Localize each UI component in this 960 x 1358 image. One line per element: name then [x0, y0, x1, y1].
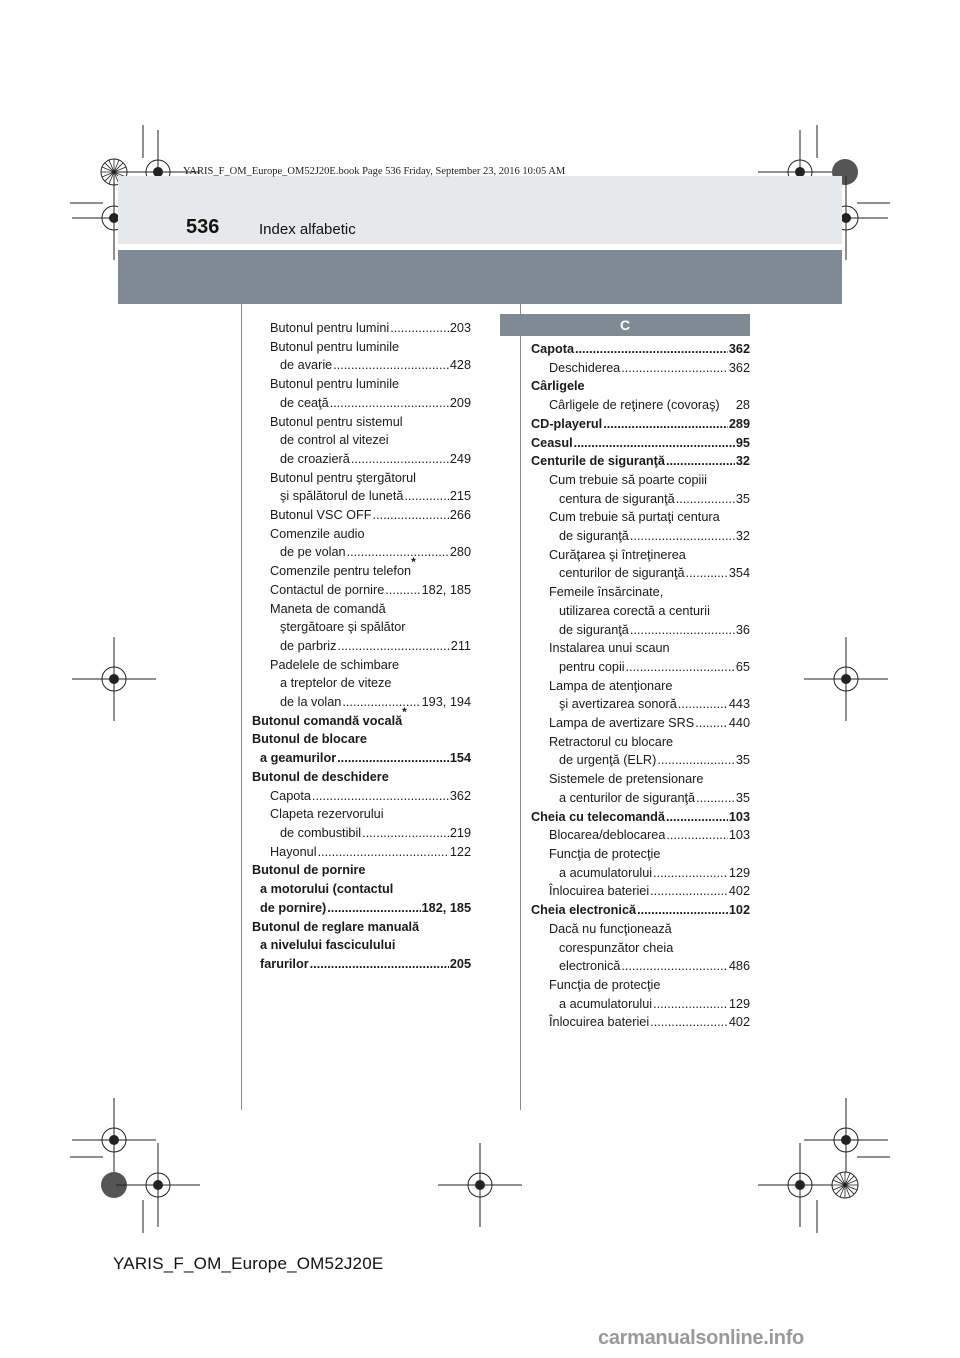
index-entry [252, 824, 471, 843]
index-entry-text: Butonul pentru ştergătorul [270, 470, 416, 485]
index-entry [252, 955, 471, 974]
index-entry [531, 527, 750, 546]
index-entry-text: a acumulatorului [559, 996, 653, 1011]
index-entry [252, 861, 471, 880]
index-entry [531, 733, 750, 752]
dot-leader [342, 693, 420, 712]
index-entry-text: Butonul comandă vocală [252, 713, 403, 728]
index-entry [252, 768, 471, 787]
index-entry-page: 289 [728, 416, 750, 431]
column-divider-left [241, 304, 242, 1110]
dot-leader [318, 843, 449, 862]
dot-leader [696, 789, 735, 808]
index-entry [531, 845, 750, 864]
index-entry-page: 103 [728, 809, 750, 824]
index-entry [252, 899, 471, 918]
index-entry-text: Butonul pentru sistemul [270, 414, 403, 429]
index-entry [531, 920, 750, 939]
index-entry [252, 525, 471, 544]
dot-leader [650, 882, 728, 901]
index-entry [252, 880, 471, 899]
book-info-line: YARIS_F_OM_Europe_OM52J20E.book Page 536 Friday, September 23, 2016 10:05 AM [183, 166, 566, 177]
index-entry-page: 129 [728, 865, 750, 880]
index-entry [531, 471, 750, 490]
index-entry-page: 182, 185 [421, 900, 471, 915]
index-entry-text: de avarie [280, 358, 333, 373]
dot-leader [653, 995, 728, 1014]
index-entry [252, 375, 471, 394]
index-entry [531, 583, 750, 602]
index-entry [252, 394, 471, 413]
dot-leader [337, 637, 449, 656]
dot-leader [695, 714, 728, 733]
dot-leader [337, 749, 449, 768]
index-entry-text: a motorului (contactul [260, 882, 394, 897]
index-entry-page: 402 [728, 1015, 750, 1030]
index-entry-text: Retractorul cu blocare [549, 734, 674, 749]
index-entry-text: Înlocuirea bateriei [549, 884, 650, 899]
index-entry-page: 402 [728, 884, 750, 899]
index-entry-text: electronică [559, 959, 621, 974]
index-entry-page: 249 [449, 451, 471, 466]
index-entry [531, 546, 750, 565]
index-entry-text: Butonul pentru luminile [270, 339, 400, 354]
dot-leader [312, 787, 449, 806]
index-entry [252, 704, 471, 731]
index-entry [252, 674, 471, 693]
index-entry-text: farurilor [260, 956, 309, 971]
index-entry-text: Contactul de pornire [270, 582, 385, 597]
index-entry [531, 602, 750, 621]
index-entry-page: 102 [728, 903, 750, 918]
dot-leader [404, 487, 448, 506]
index-entry [252, 413, 471, 432]
header-dark-band [118, 250, 842, 304]
index-entry [252, 637, 471, 656]
index-entry [531, 751, 750, 770]
index-entry [531, 1013, 750, 1032]
index-entry [252, 749, 471, 768]
dot-leader [666, 826, 727, 845]
index-entry-page: 103 [728, 828, 750, 843]
index-entry-text: Cârligele de reţinere (covoraş) [549, 398, 720, 413]
dot-leader [327, 899, 420, 918]
index-entry-page: 154 [449, 751, 471, 766]
dot-leader [347, 543, 449, 562]
dot-leader [362, 824, 449, 843]
asterisk-icon: * [411, 555, 416, 570]
index-entry [252, 787, 471, 806]
index-entry [531, 396, 750, 415]
index-entry [531, 621, 750, 640]
index-entry [531, 770, 750, 789]
dot-leader [657, 751, 735, 770]
index-entry-text: Lampa de atenţionare [549, 678, 673, 693]
index-entry-text: Blocarea/deblocarea [549, 828, 666, 843]
index-entry [531, 639, 750, 658]
index-entry-text: de pornire) [260, 900, 327, 915]
index-entry [252, 543, 471, 562]
index-entry-text: Padelele de schimbare [270, 657, 400, 672]
dot-leader [650, 1013, 728, 1032]
index-entry-text: Sistemele de pretensionare [549, 772, 704, 787]
index-entry [531, 377, 750, 396]
index-entry-page: 35 [735, 753, 750, 768]
index-column-right [531, 340, 750, 1032]
index-entry-text: de croazieră [280, 451, 350, 466]
index-entry [252, 356, 471, 375]
index-entry-text: CD-playerul [531, 416, 603, 431]
index-entry-text: Centurile de siguranţă [531, 454, 665, 469]
index-entry-page: 362 [449, 788, 471, 803]
index-entry [252, 319, 471, 338]
index-entry-page: 486 [728, 959, 750, 974]
index-entry-text: corespunzător cheia [559, 940, 674, 955]
index-entry [531, 901, 750, 920]
index-entry-page: 129 [728, 996, 750, 1011]
index-entry-text: de la volan [280, 695, 342, 710]
index-entry-text: Butonul pentru luminile [270, 377, 400, 392]
index-entry [531, 677, 750, 696]
index-entry-page: 32 [735, 454, 750, 469]
dot-leader [630, 621, 735, 640]
index-entry [252, 469, 471, 488]
index-column-left [252, 319, 471, 974]
index-entry-page: 122 [449, 844, 471, 859]
index-entry-page: 36 [735, 622, 750, 637]
index-entry [252, 600, 471, 619]
index-entry-text: de ceaţă [280, 395, 329, 410]
footer-document-code: YARIS_F_OM_Europe_OM52J20E [113, 1254, 384, 1273]
dot-leader [678, 695, 728, 714]
index-entry-text: de urgenţă (ELR) [559, 753, 657, 768]
dot-leader [385, 581, 420, 600]
index-entry-text: de parbriz [280, 638, 337, 653]
index-entry-text: Dacă nu funcţionează [549, 921, 672, 936]
index-entry [531, 658, 750, 677]
dot-leader [666, 808, 728, 827]
index-entry [252, 450, 471, 469]
index-entry [531, 490, 750, 509]
index-entry [252, 338, 471, 357]
index-entry-text: Capota [531, 342, 574, 356]
index-entry [531, 508, 750, 527]
index-entry-text: de combustibil [280, 825, 362, 840]
index-entry [252, 656, 471, 675]
index-entry-page: 32 [735, 529, 750, 544]
index-entry [531, 864, 750, 883]
index-entry-text: Cum trebuie să purtaţi centura [549, 510, 720, 525]
index-entry [531, 452, 750, 471]
index-entry-text: Hayonul [270, 844, 317, 859]
index-entry-text: şi spălătorul de lunetă [280, 489, 404, 504]
index-entry [531, 340, 750, 359]
index-entry-page: 215 [449, 489, 471, 504]
index-entry-text: Funcţia de protecţie [549, 846, 661, 861]
index-entry-text: Butonul de deschidere [252, 769, 389, 784]
index-entry-text: Butonul de blocare [252, 732, 367, 747]
index-entry-page: 211 [450, 638, 471, 653]
index-entry-text: şi avertizarea sonoră [559, 697, 677, 712]
index-entry-text: Maneta de comandă [270, 601, 386, 616]
index-entry [531, 808, 750, 827]
index-entry-text: a centurilor de siguranţă [559, 790, 696, 805]
index-entry [252, 431, 471, 450]
index-entry-page: 440 [728, 716, 750, 731]
index-entry-page: 205 [449, 956, 471, 971]
watermark: carmanualsonline.info [598, 1327, 804, 1349]
index-entry-page: 182, 185 [421, 582, 471, 597]
dot-leader [637, 901, 728, 920]
index-entry-text: Cheia electronică [531, 903, 637, 918]
index-entry [531, 359, 750, 378]
index-entry-text: Capota [270, 788, 311, 803]
page-title: Index alfabetic [259, 221, 356, 238]
index-entry-text: Funcţia de protecţie [549, 977, 661, 992]
index-entry-text: Butonul de pornire [252, 863, 366, 878]
index-entry-text: Deschiderea [549, 360, 621, 375]
dot-leader [626, 658, 735, 677]
dot-leader [621, 359, 728, 378]
index-entry-text: Comenzile pentru telefon [270, 564, 412, 579]
index-entry [252, 843, 471, 862]
index-entry-text: de pe volan [280, 545, 346, 560]
dot-leader [330, 394, 449, 413]
index-entry-text: Cârligele [531, 379, 585, 394]
index-entry-text: Cum trebuie să poarte copiii [549, 472, 707, 487]
index-entry [252, 487, 471, 506]
dot-leader [666, 452, 735, 471]
dot-leader [373, 506, 449, 525]
index-entry-page: 28 [735, 398, 750, 413]
index-entry-text: Clapeta rezervorului [270, 807, 384, 822]
index-entry-page: 209 [449, 395, 471, 410]
index-entry-text: centura de siguranţă [559, 491, 675, 506]
dot-leader [653, 864, 728, 883]
index-entry-text: a acumulatorului [559, 865, 653, 880]
index-entry [531, 882, 750, 901]
index-entry [531, 976, 750, 995]
index-entry [252, 506, 471, 525]
index-entry [252, 618, 471, 637]
index-entry-text: Ceasul [531, 435, 573, 450]
index-entry [531, 564, 750, 583]
index-entry-page: 266 [449, 508, 471, 523]
index-entry-text: Femeile însărcinate, [549, 585, 664, 600]
index-entry [531, 695, 750, 714]
index-entry-page: 443 [728, 697, 750, 712]
dot-leader [676, 490, 735, 509]
index-entry-page: 354 [728, 566, 750, 581]
index-entry-text: a nivelului fasciculului [260, 938, 396, 953]
index-entry [252, 730, 471, 749]
index-entry-page: 193, 194 [421, 695, 471, 710]
dot-leader [621, 957, 727, 976]
index-entry-text: de siguranţă [559, 529, 629, 544]
index-entry [252, 805, 471, 824]
index-entry-page: 280 [449, 545, 471, 560]
index-entry-text: Butonul de reglare manuală [252, 919, 420, 934]
index-entry-page: 362 [728, 360, 750, 375]
index-entry [531, 415, 750, 434]
index-entry-text: Înlocuirea bateriei [549, 1015, 650, 1030]
section-letter-tab: C [500, 314, 750, 336]
index-entry-page: 35 [735, 790, 750, 805]
column-divider-middle [520, 304, 521, 1110]
index-entry [252, 581, 471, 600]
index-entry-text: Instalarea unui scaun [549, 641, 670, 656]
index-entry-text: pentru copii [559, 659, 625, 674]
asterisk-icon: * [402, 704, 407, 719]
dot-leader [603, 415, 728, 434]
index-entry-page: 35 [735, 491, 750, 506]
index-entry [531, 434, 750, 453]
index-entry-text: de control al vitezei [280, 433, 389, 448]
header-band [118, 176, 842, 244]
index-entry [531, 957, 750, 976]
dot-leader [574, 434, 735, 453]
index-entry [252, 555, 471, 581]
index-entry-page: 65 [735, 659, 750, 674]
dot-leader [351, 450, 449, 469]
index-entry-text: centurilor de siguranţă [559, 566, 685, 581]
index-entry [252, 918, 471, 937]
index-entry [252, 693, 471, 712]
index-entry [252, 936, 471, 955]
index-entry [531, 995, 750, 1014]
index-entry-text: Lampa de avertizare SRS [549, 716, 695, 731]
page-number: 536 [186, 216, 220, 238]
index-entry-text: a treptelor de viteze [280, 676, 392, 691]
index-entry [531, 826, 750, 845]
index-entry-page: 428 [449, 358, 471, 373]
index-entry-text: Curăţarea şi întreţinerea [549, 547, 686, 562]
index-entry-text: ştergătoare şi spălător [280, 620, 406, 635]
index-entry [531, 714, 750, 733]
dot-leader [333, 356, 449, 375]
index-entry-page: 362 [728, 342, 750, 356]
index-entry-text: de siguranţă [559, 622, 629, 637]
dot-leader [686, 564, 728, 583]
index-entry-page: 95 [735, 435, 750, 450]
dot-leader [575, 340, 728, 359]
index-entry-text: Comenzile audio [270, 526, 365, 541]
index-entry-page: 203 [449, 321, 471, 335]
index-entry-text: Butonul VSC OFF [270, 508, 372, 523]
index-entry [531, 789, 750, 808]
dot-leader [310, 955, 449, 974]
index-entry-text: a geamurilor [260, 751, 337, 766]
index-entry-page: 219 [449, 825, 471, 840]
dot-leader [390, 319, 449, 338]
dot-leader [630, 527, 735, 546]
index-entry-text: utilizarea corectă a centurii [559, 603, 710, 618]
index-entry-text: Cheia cu telecomandă [531, 809, 665, 824]
index-entry [531, 939, 750, 958]
index-entry-text: Butonul pentru lumini [270, 321, 390, 335]
